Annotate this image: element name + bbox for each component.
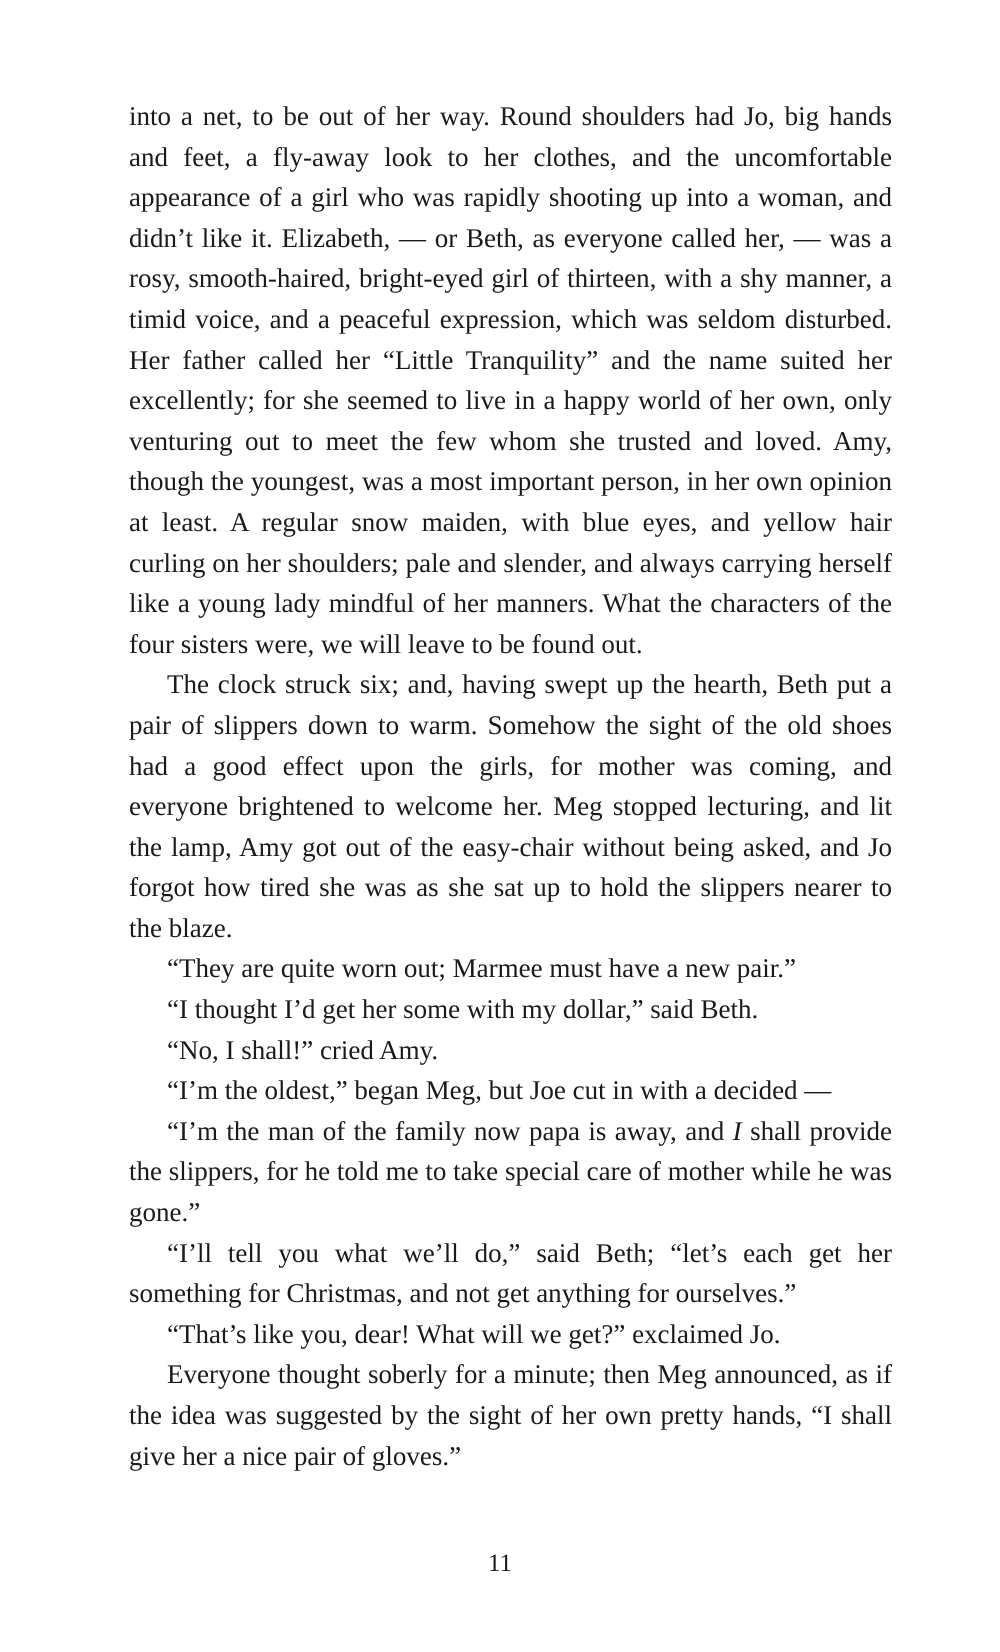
page-number: 11 — [487, 1550, 513, 1577]
paragraph-5: “No, I shall!” cried Amy. — [167, 1034, 439, 1065]
paragraph-7-before: “I’m the man of the family now papa is away, and — [167, 1115, 733, 1146]
paragraph-1: into a net, to be out of her way. Round shoulders had Jo, big hands and feet, a fly-away look to her clothes, and the uncomfortable appearance of a girl who was rapidly shooting up into a woman, and didn’t like it. Elizabeth, — or Beth, as everyone called her, — was a rosy, smooth-haired, bright-eyed girl of thirteen, with a shy manner, a timid voice, and a peaceful expression, which was seldom disturbed. Her father called her “Little Tranquility” and the name suited her excellently; for she seemed to live in a happy world of her own, only venturing out to meet the few whom she trusted and loved. Amy, though the youngest, was a most important person, in her own opinion at least. A regular snow maiden, with blue eyes, and yellow hair curling on her shoulders; pale and slender, and always carrying herself like a young lady mindful of her manners. What the characters of the four sisters were, we will leave to be found out. — [129, 101, 892, 659]
paragraph-2: The clock struck six; and, having swept up the hearth, Beth put a pair of slippers down to warm. Somehow the sight of the old shoes had a good effect upon the girls, for mother was coming, and everyone brightened to welcome her. Meg stopped lecturing, and lit the lamp, Amy got out of the easy-chair without being asked, and Jo forgot how tired she was as she sat up to hold the slippers nearer to the blaze. — [129, 669, 892, 943]
body-text — [129, 96, 892, 1476]
paragraph-6: “I’m the oldest,” began Meg, but Joe cut in with a decided — — [167, 1075, 832, 1106]
paragraph-9: “That’s like you, dear! What will we get?” exclaimed Jo. — [167, 1318, 781, 1349]
paragraph-7-after: shall provide the slippers, for he told me to take special care of mother while he was gone.” — [129, 1115, 892, 1228]
paragraph-10: Everyone thought soberly for a minute; then Meg announced, as if the idea was suggested by the sight of her own pretty hands, “I shall give her a nice pair of gloves.” — [129, 1359, 892, 1471]
paragraph-3: “They are quite worn out; Marmee must have a new pair.” — [167, 953, 797, 984]
paragraph-7 — [129, 1111, 892, 1233]
paragraph-4: “I thought I’d get her some with my dollar,” said Beth. — [167, 994, 759, 1025]
paragraph-8: “I’ll tell you what we’ll do,” said Beth; “let’s each get her something for Christmas, and not get anything for ourselves.” — [129, 1237, 892, 1309]
paragraph-7-emphasis: I — [732, 1115, 742, 1146]
